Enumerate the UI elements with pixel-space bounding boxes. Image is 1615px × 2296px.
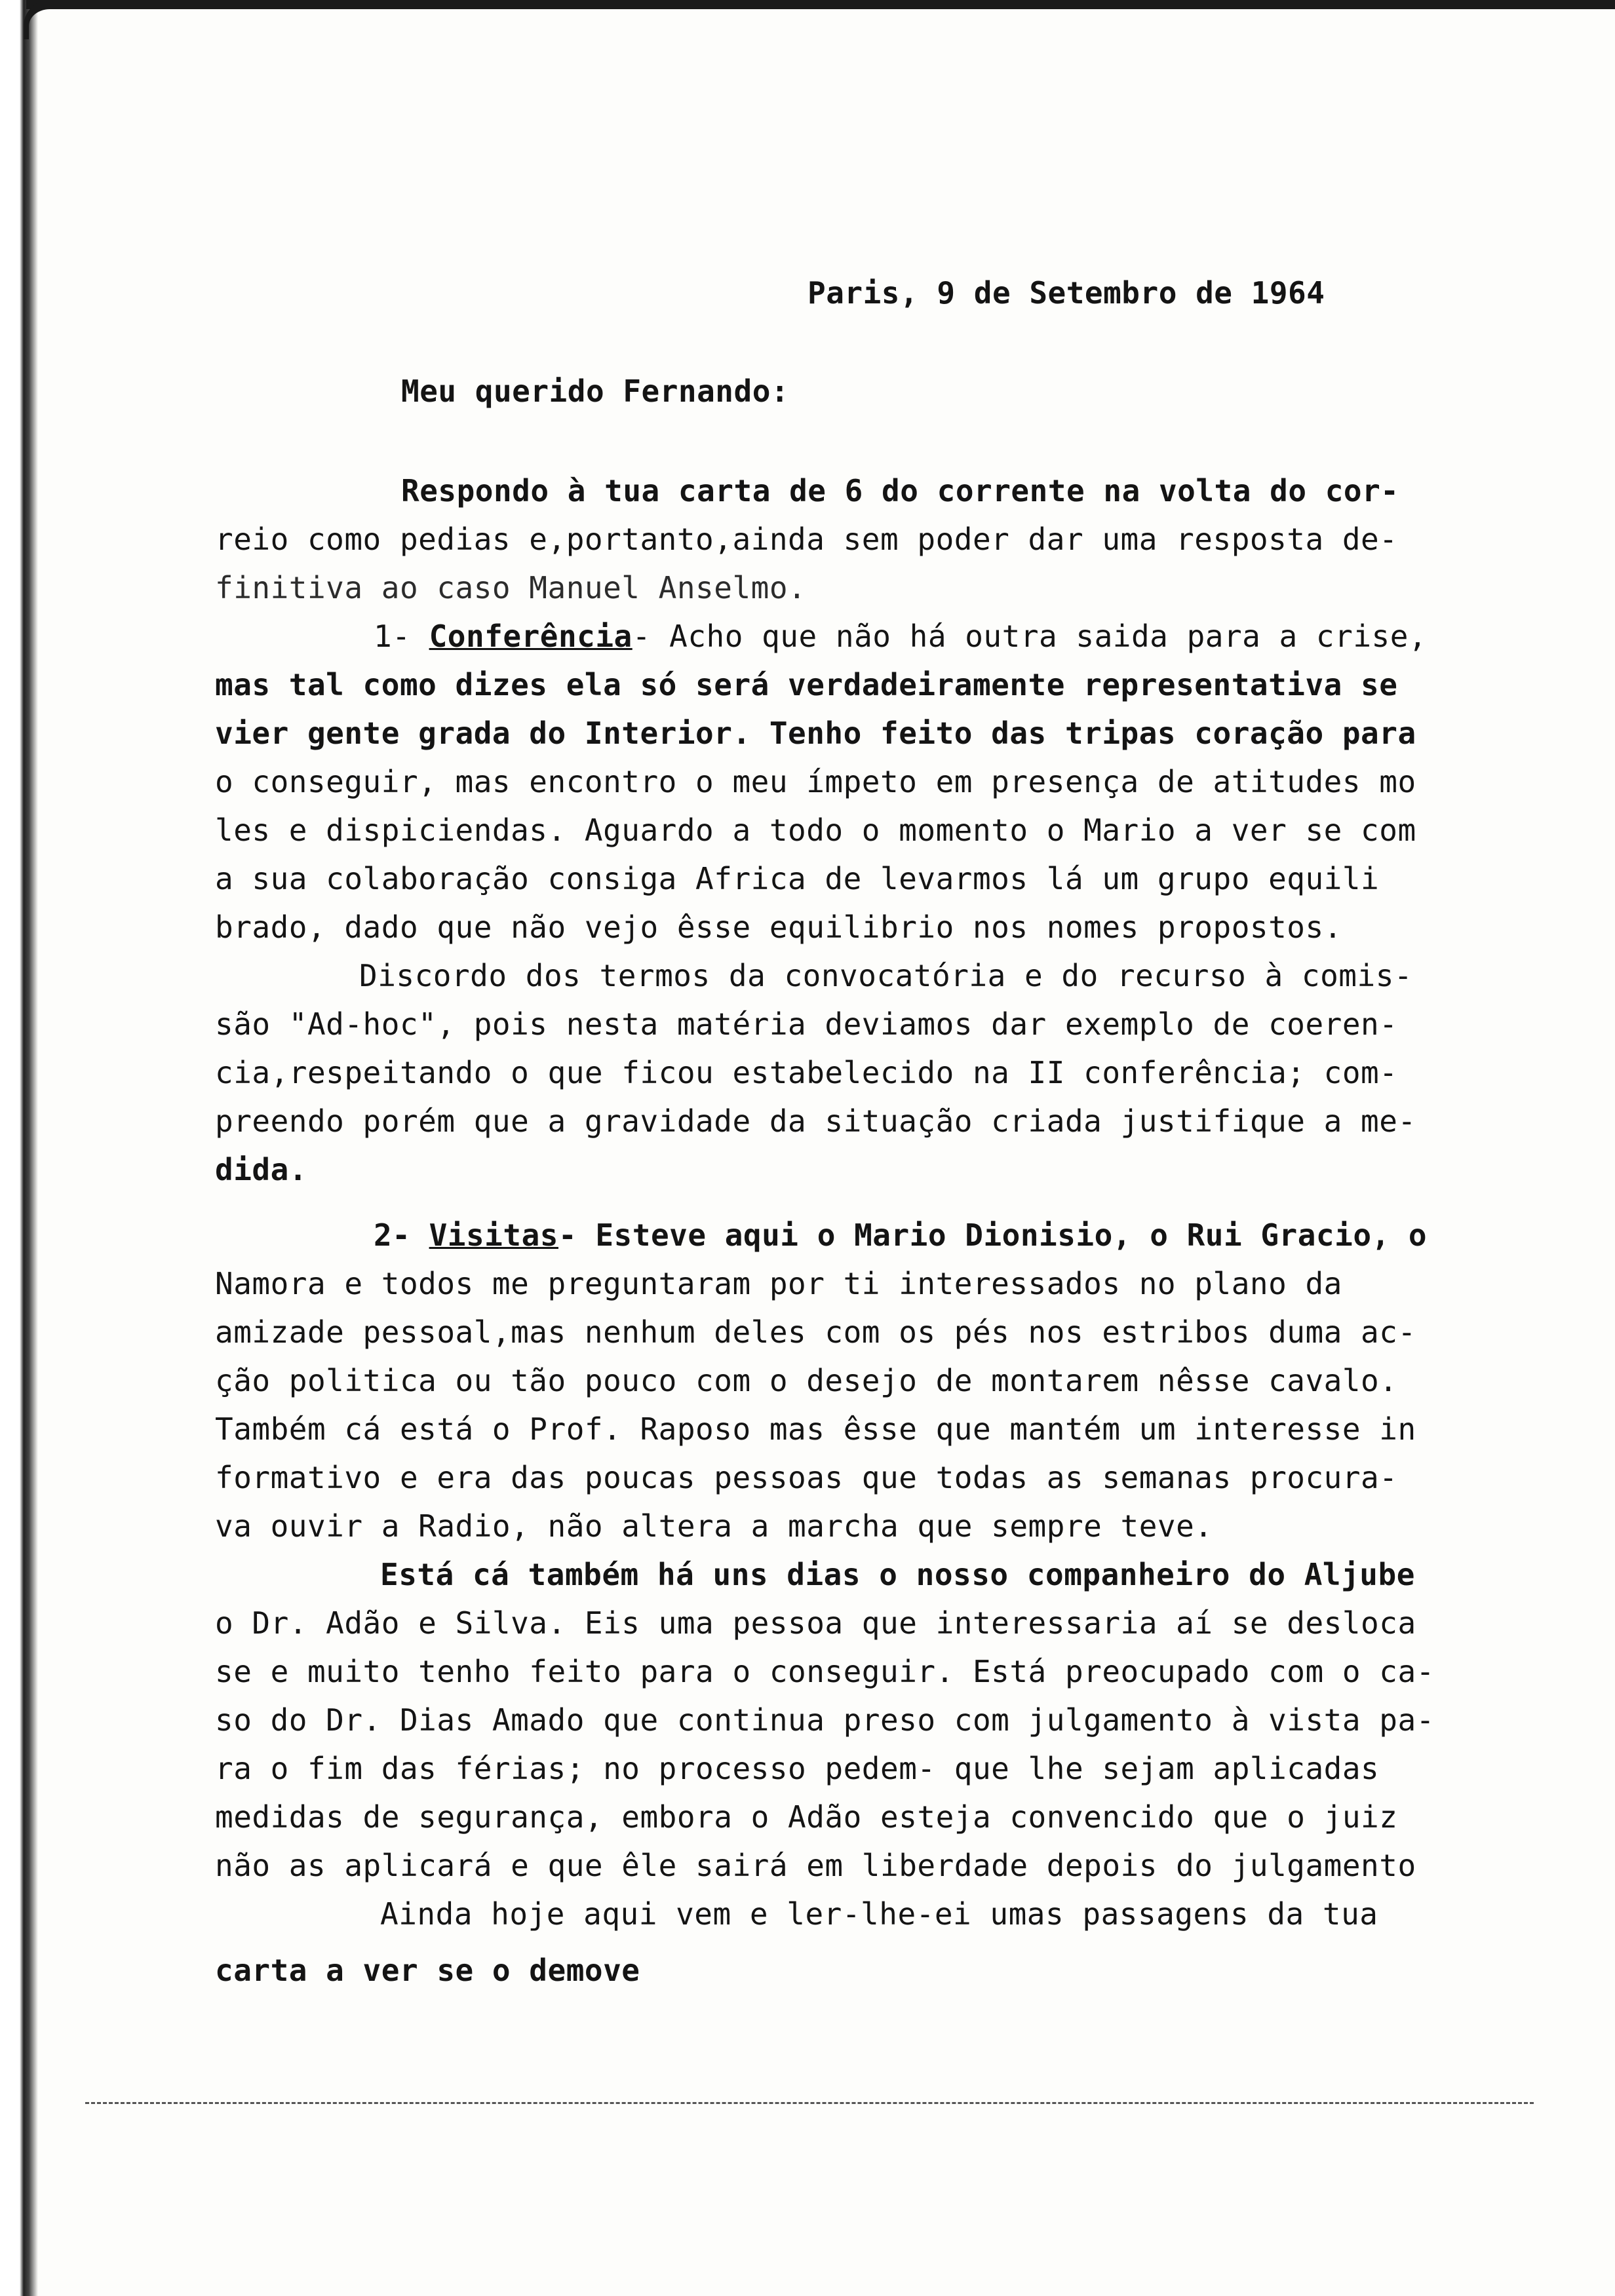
letter-line: medidas de segurança, embora o Adão esteja convencido que o juiz — [215, 1799, 1398, 1835]
letter-line: ra o fim das férias; no processo pedem- que lhe sejam aplicadas — [215, 1751, 1380, 1786]
letter-line: o Dr. Adão e Silva. Eis uma pessoa que interessaria aí se desloca — [215, 1605, 1416, 1641]
letter-line: so do Dr. Dias Amado que continua preso com julgamento à vista pa- — [215, 1702, 1435, 1738]
item-heading-visitas: Visitas — [429, 1217, 558, 1253]
letter-line: se e muito tenho feito para o conseguir. Está preocupado com o ca- — [215, 1654, 1435, 1689]
letter-line: finitiva ao caso Manuel Anselmo. — [215, 570, 807, 605]
letter-salutation: Meu querido Fernando: — [401, 373, 790, 409]
letter-line: Ainda hoje aqui vem e ler-lhe-ei umas passagens da tua — [380, 1896, 1378, 1932]
letter-line: Discordo dos termos da convocatória e do recurso à comis- — [359, 958, 1413, 993]
letter-line: dida. — [215, 1152, 307, 1187]
letter-line: brado, dado que não vejo êsse equilibrio nos nomes propostos. — [215, 909, 1342, 945]
item-text: - Acho que não há outra saida para a crise, — [632, 619, 1428, 654]
item-number: 1- — [374, 619, 429, 654]
letter-line: Respondo à tua carta de 6 do corrente na volta do cor- — [401, 473, 1399, 508]
letter-line: cia,respeitando o que ficou estabelecido na II conferência; com- — [215, 1055, 1398, 1090]
letter-line: não as aplicará e que êle sairá em liberdade depois do julgamento — [215, 1848, 1416, 1883]
letter-line: ção politica ou tão pouco com o desejo de montarem nêsse cavalo. — [215, 1363, 1398, 1398]
letter-line-heading — [374, 1217, 1427, 1253]
item-heading-conferencia: Conferência — [429, 619, 632, 654]
letter-line: Namora e todos me preguntaram por ti interessados no plano da — [215, 1266, 1342, 1301]
letter-line: formativo e era das poucas pessoas que todas as semanas procura- — [215, 1460, 1398, 1495]
item-text: - Esteve aqui o Mario Dionisio, o Rui Gracio, o — [558, 1217, 1428, 1253]
letter-line: amizade pessoal,mas nenhum deles com os pés nos estribos duma ac- — [215, 1314, 1416, 1350]
letter-line: carta a ver se o demove — [215, 1953, 640, 1988]
letter-line-heading — [374, 619, 1427, 654]
item-number: 2- — [374, 1217, 429, 1253]
letter-line: a sua colaboração consiga Africa de levarmos lá um grupo equili — [215, 861, 1380, 896]
letter-line: preendo porém que a gravidade da situação criada justifique a me- — [215, 1103, 1416, 1139]
letter-line: va ouvir a Radio, não altera a marcha que sempre teve. — [215, 1508, 1213, 1544]
letter-dateline: Paris, 9 de Setembro de 1964 — [808, 275, 1325, 311]
letter-line: reio como pedias e,portanto,ainda sem poder dar uma resposta de- — [215, 522, 1398, 557]
letter-line: são "Ad-hoc", pois nesta matéria deviamos dar exemplo de coeren- — [215, 1006, 1398, 1042]
letter-line: Também cá está o Prof. Raposo mas êsse que mantém um interesse in — [215, 1411, 1416, 1447]
letter-line: mas tal como dizes ela só será verdadeiramente representativa se — [215, 667, 1398, 702]
letter-line: o conseguir, mas encontro o meu ímpeto em presença de atitudes mo — [215, 764, 1416, 799]
letter-line: vier gente grada do Interior. Tenho feito das tripas coração para — [215, 716, 1416, 751]
page-fold-line — [85, 2102, 1534, 2104]
letter-line: les e dispiciendas. Aguardo a todo o momento o Mario a ver se com — [215, 813, 1416, 848]
letter-line: Está cá também há uns dias o nosso companheiro do Aljube — [380, 1557, 1415, 1592]
